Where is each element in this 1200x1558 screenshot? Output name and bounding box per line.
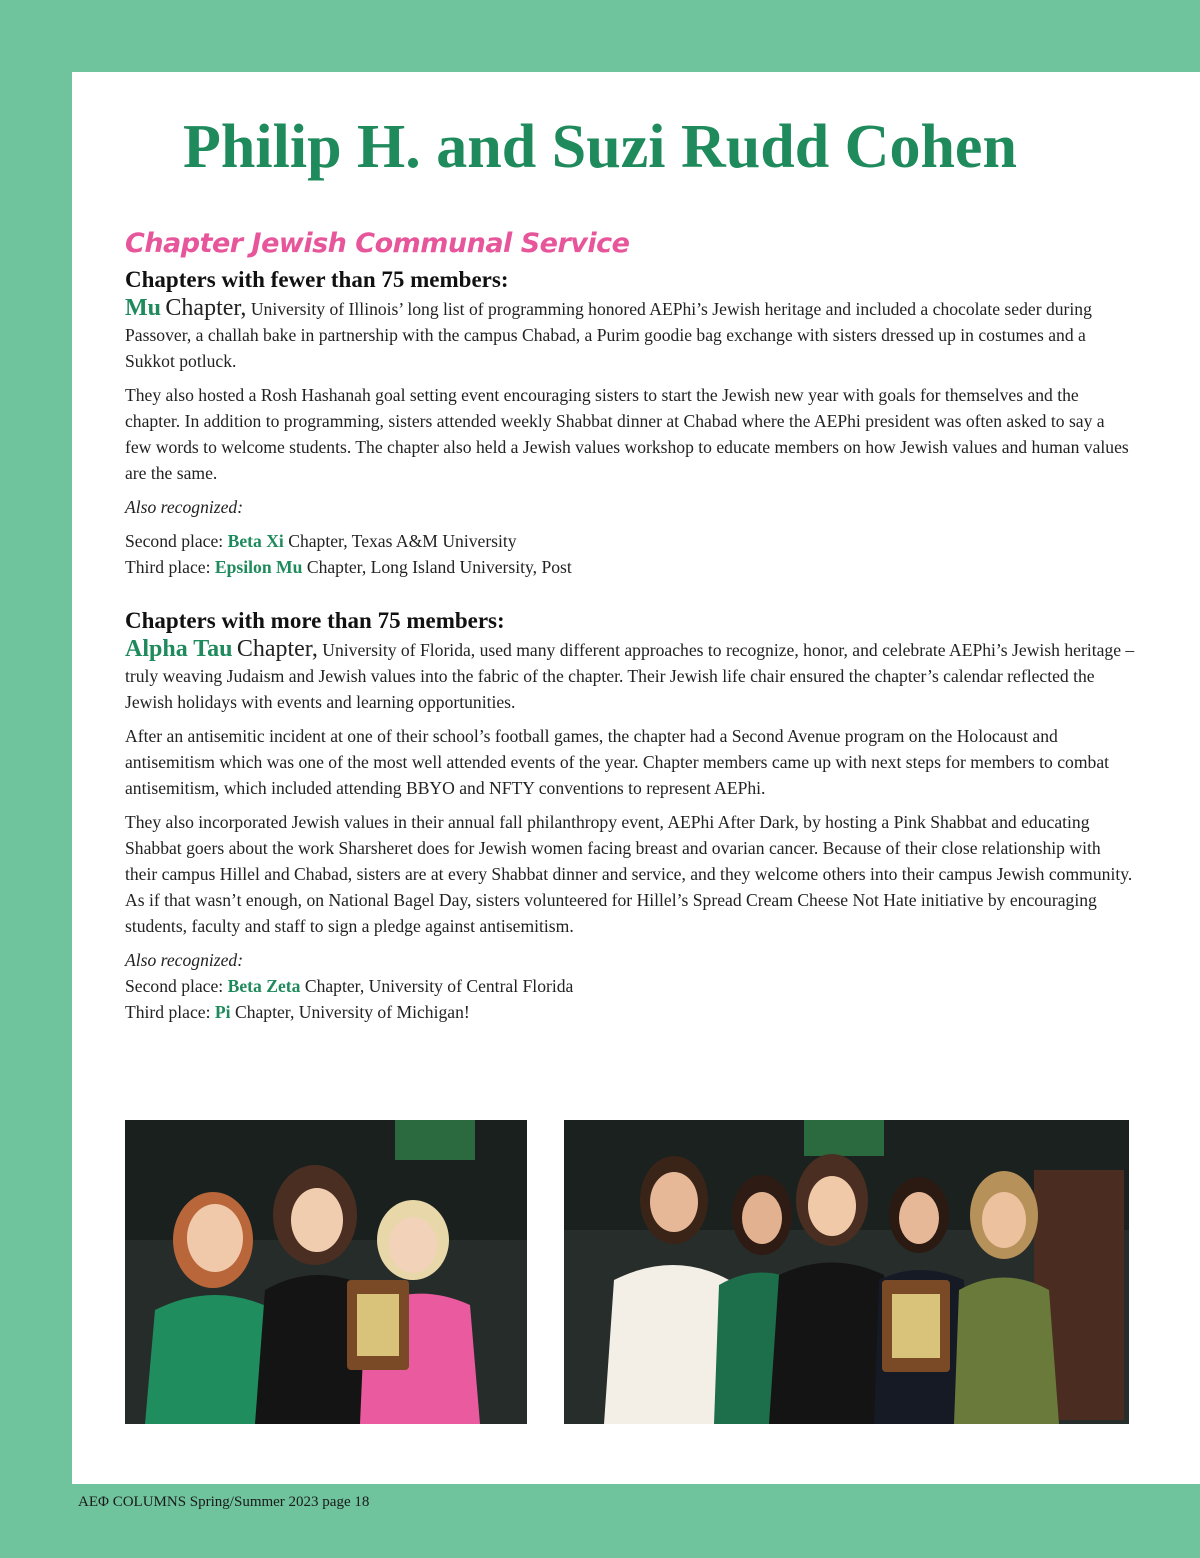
large-paragraph-3: They also incorporated Jewish values in their annual fall philanthropy event, AEPhi After Dark, by hosting a Pink Shabbat and educating Shabbat goers about the work Sharsheret does for Jewish women facing breast and ovarian cancer. Because of their close relationship with their campus Hillel and Chabad, sisters are at every Shabbat dinner and service, and they welcome others into their campus Jewish community. As if that wasn’t enough, on National Bagel Day, sisters volunteered for Hillel’s Spread Cream Cheese Not Hate initiative by encouraging students, faculty and staff to sign a pledge against antisemitism.	[125, 811, 1133, 936]
large-second-place	[125, 973, 1135, 999]
small-paragraph-2: They also hosted a Rosh Hashanah goal setting event encouraging sisters to start the Jewish new year with goals for themselves and the chapter. In addition to programming, sisters attended weekly Shabbat dinner at Chabad where the AEPhi president was often asked to say a few words to welcome students. The chapter also held a Jewish values workshop to educate members on how Jewish values and human values are the same.	[125, 384, 1129, 483]
large-lead-chapter-word: Chapter,	[236, 635, 318, 662]
large-second-label: Second place:	[125, 975, 224, 996]
large-third-place	[125, 999, 1135, 1025]
small-third-place	[125, 554, 1135, 580]
small-lead-chapter-word: Chapter,	[165, 294, 247, 321]
large-second-chapter: Beta Zeta	[227, 975, 301, 996]
small-lead-chapter-name: Mu	[125, 294, 161, 321]
award-photo-mu	[125, 1120, 527, 1424]
section-title: Chapter Jewish Communal Service	[125, 228, 630, 259]
large-third-rest: Chapter, University of Michigan!	[234, 1001, 470, 1022]
large-lead-paragraph	[125, 636, 1135, 715]
large-chapters-heading: Chapters with more than 75 members:	[125, 607, 505, 633]
large-paragraph-2: After an antisemitic incident at one of their school’s football games, the chapter had a Second Avenue program on the Holocaust and antisemitism which was one of the most well attended events of the year. Chapter members came up with next steps for members to combat antisemitism, which included attending BBYO and NFTY conventions to represent AEPhi.	[125, 725, 1110, 798]
small-lead-text: University of Illinois’ long list of programming honored AEPhi’s Jewish heritage and included a chocolate seder during Passover, a challah bake in partnership with the campus Chabad, a Purim goodie bag exchange with sisters dressed up in costumes and a Sukkot potluck.	[125, 298, 1092, 371]
article-body	[125, 228, 1135, 1025]
page-title: Philip H. and Suzi Rudd Cohen	[183, 113, 1017, 181]
large-lead-chapter-name: Alpha Tau	[125, 635, 233, 662]
award-photo-alpha-tau	[564, 1120, 1129, 1424]
small-second-label: Second place:	[125, 530, 224, 551]
small-third-label: Third place:	[125, 556, 211, 577]
small-third-chapter: Epsilon Mu	[214, 556, 303, 577]
large-also-recognized: Also recognized:	[125, 949, 244, 970]
small-also-recognized: Also recognized:	[125, 496, 244, 517]
small-chapters-heading: Chapters with fewer than 75 members:	[125, 267, 509, 292]
small-second-rest: Chapter, Texas A&M University	[288, 530, 517, 551]
large-second-rest: Chapter, University of Central Florida	[304, 975, 574, 996]
small-second-chapter: Beta Xi	[227, 530, 284, 551]
large-third-chapter: Pi	[214, 1001, 231, 1022]
large-lead-text: University of Florida, used many different approaches to recognize, honor, and celebrate AEPhi’s Jewish heritage – truly weaving Judaism and Jewish values into the fabric of the chapter. Their Jewish life chair ensured the chapter’s calendar reflected the Jewish holidays with events and learning opportunities.	[125, 639, 1135, 712]
small-second-place	[125, 528, 1135, 554]
page-footer: AEΦ COLUMNS Spring/Summer 2023 page 18	[78, 1494, 370, 1510]
large-third-label: Third place:	[125, 1001, 211, 1022]
small-lead-paragraph	[125, 295, 1135, 374]
small-third-rest: Chapter, Long Island University, Post	[306, 556, 572, 577]
